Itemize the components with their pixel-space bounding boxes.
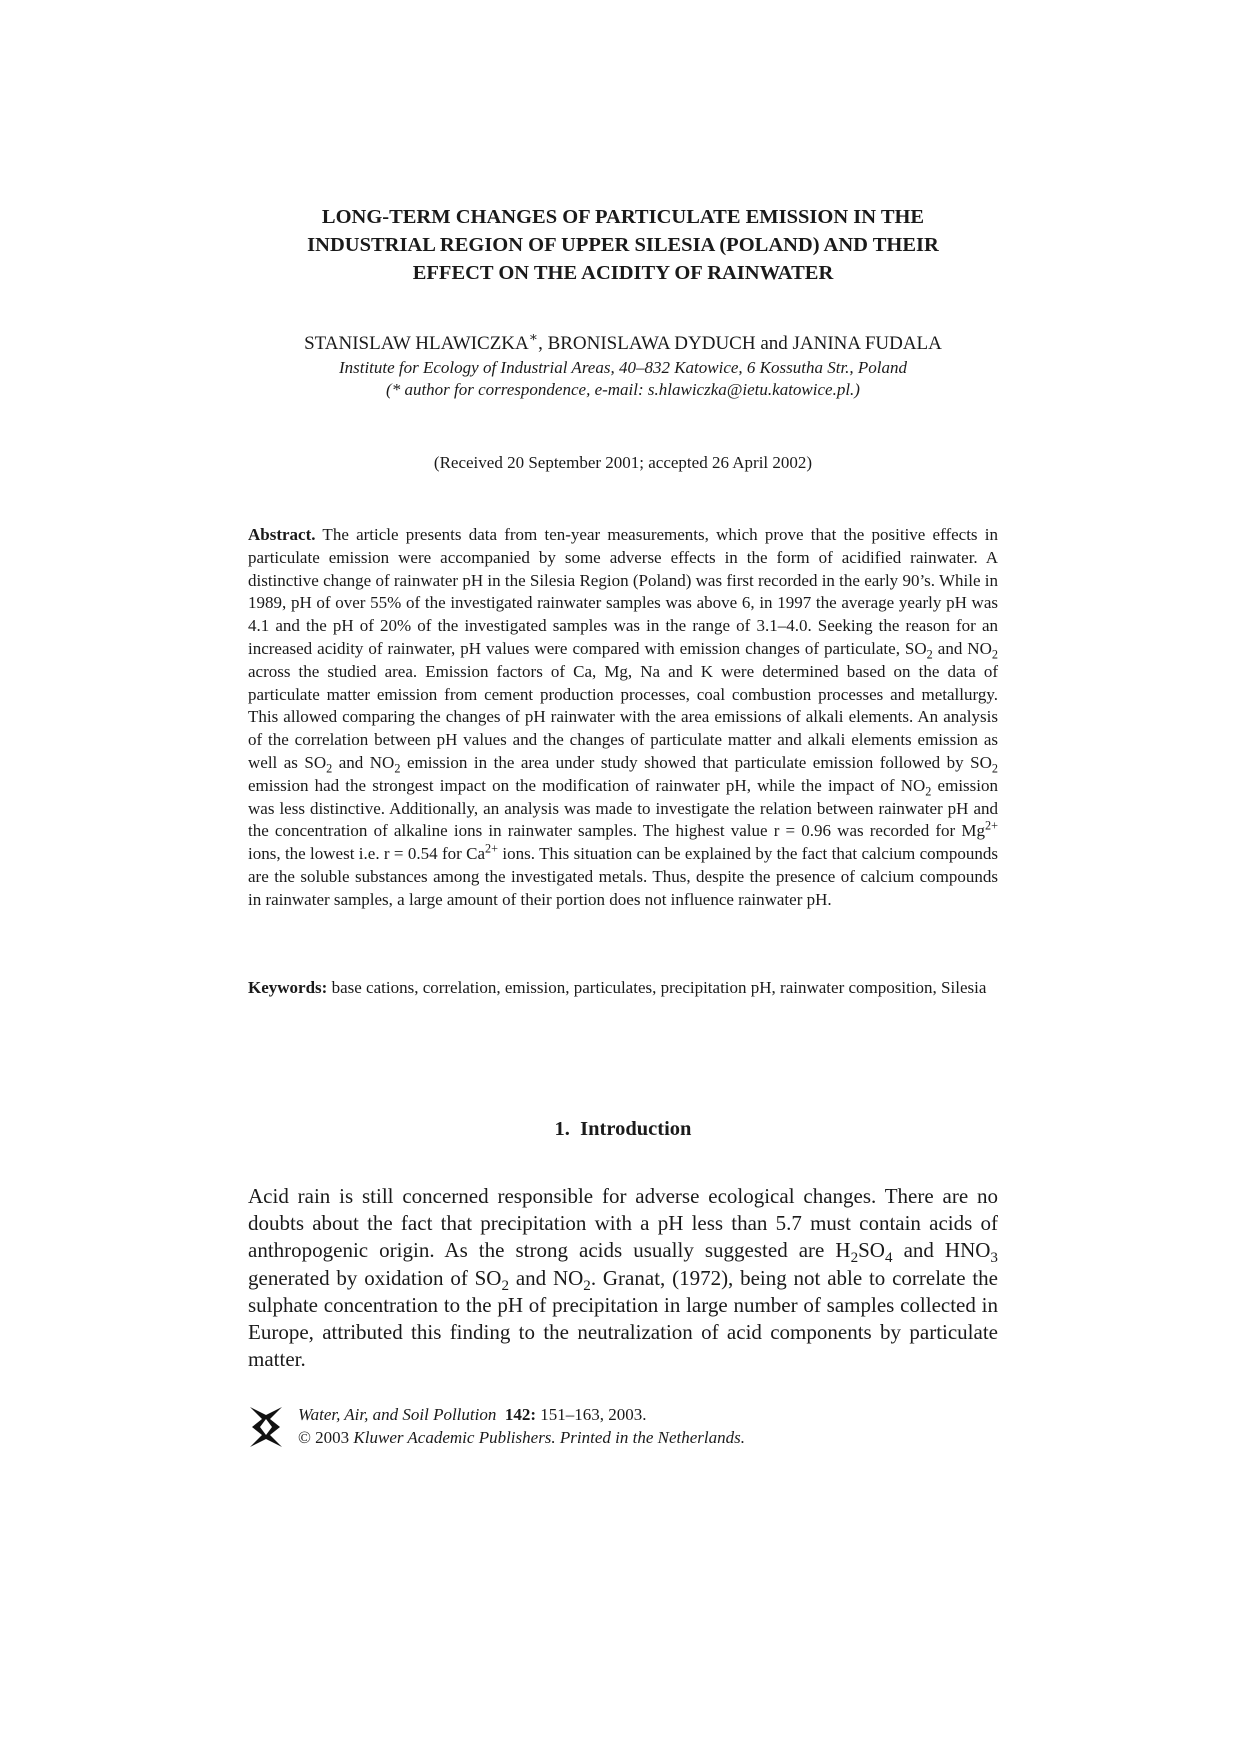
subscript: 2 [926, 647, 933, 662]
footer-citation [298, 1403, 745, 1449]
author-list [248, 329, 998, 356]
intro-text: generated by oxidation of SO [248, 1265, 502, 1290]
keywords-text: base cations, correlation, emission, particulates, precipitation pH, rainwater composition, Silesia [327, 978, 987, 997]
subscript: 2 [394, 761, 401, 776]
institute-address: Institute for Ecology of Industrial Areas, 40–832 Katowice, 6 Kossutha Str., Poland [338, 358, 908, 377]
journal-pages: 151–163, 2003. [536, 1405, 647, 1424]
journal-name: Water, Air, and Soil Pollution [298, 1405, 497, 1424]
copyright-year: © 2003 [298, 1428, 354, 1447]
section-number: 1. [554, 1118, 570, 1140]
subscript: 2 [925, 784, 932, 799]
keywords [248, 977, 998, 1000]
kluwer-logo-icon [248, 1405, 284, 1449]
abstract-text: across the studied area. Emission factors of Ca, Mg, Na and K were determined based on the data of particulate matter emission from cement production processes, coal combustion processes and metallurgy. This allowed comparing the changes of pH rainwater with the area emissions of alkali elements. An analysis of the correlation between pH values and the changes of particulate matter and alkali elements emission as well as SO [248, 661, 998, 772]
other-authors: , BRONISLAWA DYDUCH and JANINA FUDALA [538, 333, 942, 354]
section-heading [248, 1116, 998, 1142]
abstract-label: Abstract. [248, 525, 316, 544]
copyright-line [298, 1426, 745, 1449]
received-dates: (Received 20 September 2001; accepted 26 April 2002) [433, 453, 813, 472]
abstract-text: emission had the strongest impact on the modification of rainwater pH, while the impact of NO [248, 775, 926, 795]
subscript: 2 [583, 1277, 591, 1294]
superscript: 2+ [984, 818, 998, 833]
citation-line [298, 1403, 745, 1426]
subscript: 3 [990, 1250, 998, 1267]
subscript: 2 [991, 647, 998, 662]
subscript: 2 [991, 761, 998, 776]
intro-text: . Granat, (1972), being not able to correlate the sulphate concentration to the pH of precipitation in large number of samples collected in Europe, attributed this finding to the neutralization of acid components by particulate matter. [248, 1265, 998, 1372]
keywords-label: Keywords: [248, 978, 328, 997]
abstract-text: ions. This situation can be explained by the fact that calcium compounds are the soluble substances among the investigated metals. Thus, despite the presence of calcium compounds in rainwater samples, a large amount of their portion does not influence rainwater pH. [248, 844, 999, 909]
abstract-text: emission in the area under study showed that particulate emission followed by SO [400, 752, 992, 772]
subscript: 2 [501, 1277, 510, 1294]
author-1: STANISLAW HLAWICZKA [304, 333, 529, 354]
paper-page [248, 0, 998, 1755]
abstract-text: The article presents data from ten-year measurements, which prove that the positive effects in particulate emission were accompanied by some adverse effects in the form of acidified rainwater. A distinctive change of rainwater pH in the Silesia Region (Poland) was first recorded in the early 90’s. While in 1989, pH of over 55% of the investigated rainwater samples was above 6, in 1997 the average yearly pH was 4.1 and the pH of 20% of the investigated samples was in the range of 3.1–4.0. Seeking the reason for an increased acidity of rainwater, pH values were compared with emission changes of particulate, SO [248, 525, 998, 658]
correspondence-note: (* author for correspondence, e-mail: s.hlawiczka@ietu.katowice.pl.) [386, 380, 860, 399]
subscript: 2 [326, 761, 333, 776]
abstract-text: and NO [932, 638, 992, 658]
publisher: Kluwer Academic Publishers. Printed in the Netherlands. [353, 1428, 746, 1447]
intro-paragraph [248, 1183, 998, 1373]
section-title: Introduction [580, 1118, 692, 1140]
paper-title [248, 203, 998, 287]
subscript: 2 [850, 1250, 859, 1267]
intro-text: and HNO [892, 1238, 991, 1263]
title-line-2: INDUSTRIAL REGION OF UPPER SILESIA (POLAND) AND THEIR [307, 234, 939, 256]
journal-volume: 142: [504, 1405, 537, 1424]
title-line-1: LONG-TERM CHANGES OF PARTICULATE EMISSION IN THE [321, 206, 925, 228]
subscript: 4 [884, 1250, 893, 1267]
affiliation [248, 357, 998, 401]
abstract-text: and NO [332, 752, 395, 772]
abstract-text: ions, the lowest i.e. r = 0.54 for Ca [248, 844, 486, 864]
superscript: 2+ [485, 841, 499, 856]
abstract [248, 524, 998, 912]
title-line-3: EFFECT ON THE ACIDITY OF RAINWATER [412, 262, 834, 284]
abstract-text: emission was less distinctive. Additionally, an analysis was made to investigate the relation between rainwater pH and the concentration of alkaline ions in rainwater samples. The highest value r = 0.96 was recorded for Mg [248, 775, 998, 841]
intro-text: SO [858, 1238, 885, 1263]
journal-footer [248, 1403, 998, 1463]
correspondence-mark: ∗ [528, 329, 539, 345]
intro-text: Acid rain is still concerned responsible for adverse ecological changes. There are no doubts about the fact that precipitation with a pH less than 5.7 must contain acids of anthropogenic origin. As the strong acids usually suggested are H [248, 1184, 998, 1263]
intro-text: and NO [509, 1265, 584, 1290]
